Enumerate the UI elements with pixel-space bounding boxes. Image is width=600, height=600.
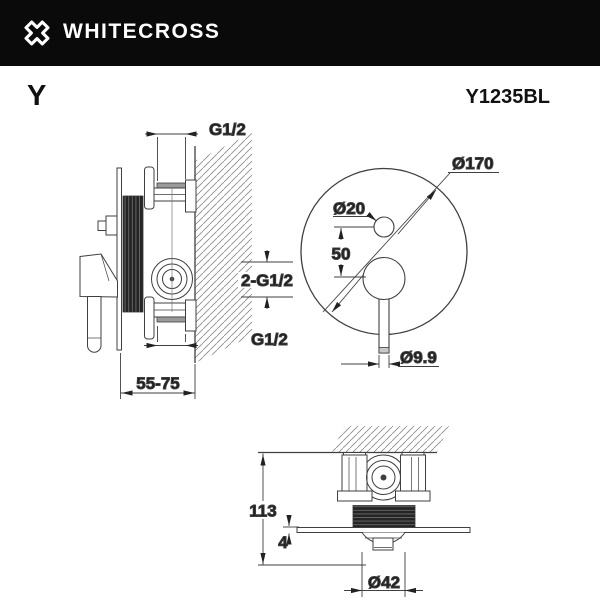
dim-label-depth-range: 55-75 [136, 374, 180, 393]
dim-label-lever-diameter: Ø9.9 [400, 348, 437, 367]
dim-label-thread-bottom: G1/2 [251, 330, 288, 349]
brand-name: WHITECROSS [63, 20, 221, 43]
valve-rings [367, 461, 401, 495]
dim-label-plate-diameter: Ø170 [452, 154, 494, 173]
bottom-sleeve [145, 297, 155, 339]
threaded-body [123, 196, 143, 312]
wall-hatch-side [195, 133, 252, 363]
model-number: Y1235BL [465, 86, 550, 108]
bottom-view-drawing [247, 426, 470, 597]
trim-plate-horizontal [297, 528, 470, 533]
top-sleeve [145, 167, 155, 209]
series-title: Y [27, 80, 47, 112]
bottom-pipe [154, 300, 196, 331]
diverter-button-circle [374, 217, 394, 237]
dimension-plate-diameter [323, 173, 499, 313]
wall-hatch-bottom [332, 426, 449, 453]
dim-label-thread-top: G1/2 [209, 120, 246, 139]
trim-plate-edge [117, 168, 122, 350]
dim-label-base-diameter: Ø42 [367, 573, 401, 592]
dim-label-diverter: Ø20 [333, 199, 366, 218]
handle-base-circle [363, 258, 405, 300]
dim-label-height: 113 [249, 501, 277, 521]
dim-label-center-spacing: 50 [331, 244, 351, 264]
threaded-collar [353, 506, 415, 529]
handle-dome [362, 533, 405, 551]
dim-label-plate-thickness: 4 [278, 533, 288, 552]
side-view-drawing [80, 120, 296, 399]
side-handle [80, 254, 118, 352]
top-pipe [154, 180, 196, 212]
lever-tip [379, 348, 389, 354]
dim-label-outlets: 2-G1/2 [241, 271, 293, 290]
diverter-stub [98, 216, 117, 235]
front-view-drawing [301, 154, 499, 368]
